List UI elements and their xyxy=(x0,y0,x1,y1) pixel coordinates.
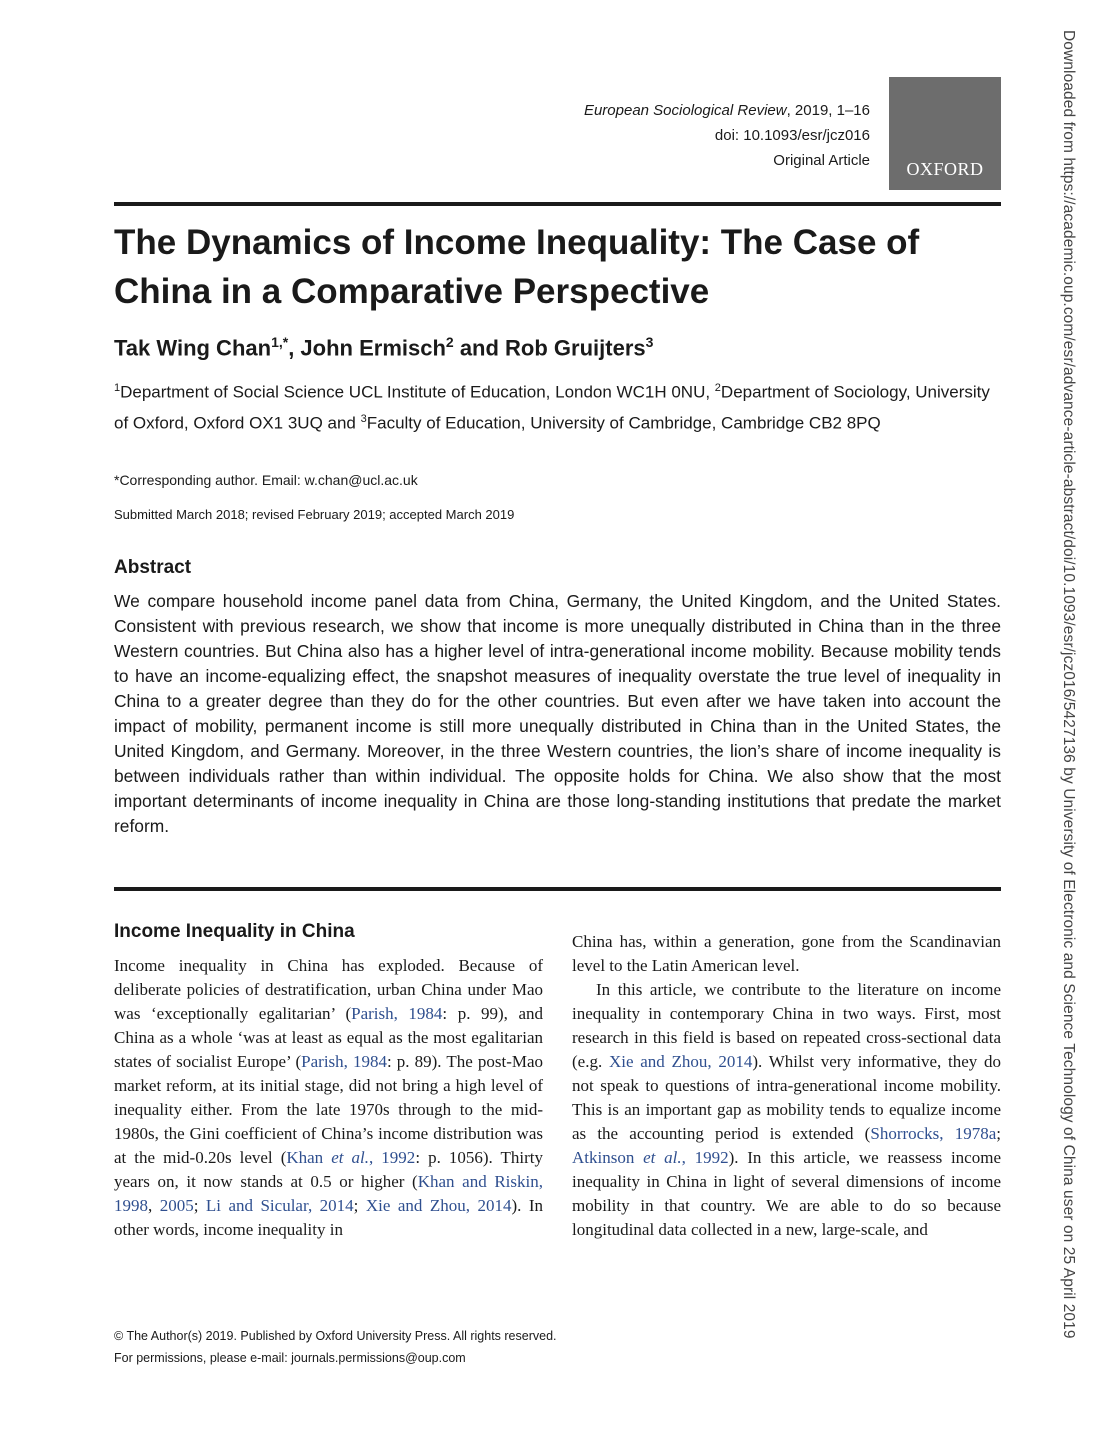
author-name: Rob Gruijters xyxy=(505,335,646,361)
corresponding-author: *Corresponding author. Email: w.chan@ucl.ac.uk xyxy=(114,472,418,488)
abstract-heading: Abstract xyxy=(114,557,192,578)
body-text: ). In this article, we reassess income inequality in China in light of several dimensions of income mobility in that country. We are able to do so because longitudinal data collected in a new, large-scale, and xyxy=(572,1148,1001,1239)
copyright-line: © The Author(s) 2019. Published by Oxford University Press. All rights reserved. xyxy=(114,1329,557,1343)
copyright-footer xyxy=(114,1325,557,1369)
author-name: Tak Wing Chan xyxy=(114,335,272,361)
citation-link[interactable]: Shorrocks, 1978a xyxy=(870,1124,997,1143)
body-text: ; xyxy=(996,1124,1002,1143)
article-type: Original Article xyxy=(773,152,870,169)
body-text: ; xyxy=(353,1196,366,1215)
body-text: , xyxy=(148,1196,160,1215)
citation-link[interactable] xyxy=(286,1148,415,1167)
abstract-text: We compare household income panel data from China, Germany, the United Kingdom, and the United States. Consistent with previous research, we show that income is more unequally distributed in China than in the three Western countries. But China also has a higher level of intra-generational income mobility. Because mobility tends to have an income-equalizing effect, the snapshot measures of inequality overstate the true level of inequality in China to a greater degree than they do for the other countries. But even after we have taken into account the impact of mobility, permanent income is still more unequally distributed in China than in the United States, the United Kingdom, and Germany. Moreover, in the three Western countries, the lion’s share of income inequality is between individuals rather than within individual. The opposite holds for China. We also show that the most important determinants of income inequality in China are those long-standing institutions that predate the market reform. xyxy=(114,591,1001,836)
citation-part: Khan xyxy=(286,1148,332,1167)
oxford-logo-text: OXFORD xyxy=(906,159,984,179)
journal-name: European Sociological Review xyxy=(583,102,787,119)
body-paragraph: China has, within a generation, gone from the Scandinavian level to the Latin American level. xyxy=(572,932,1001,975)
author-list xyxy=(114,326,653,364)
doi: doi: 10.1093/esr/jcz016 xyxy=(714,127,870,144)
citation-link[interactable]: Khan and Riskin, 1998 xyxy=(114,1172,543,1215)
body-text: : p. 99), and China as a whole ‘was at least as equal as the most egalitarian states of socialist Europe’ ( xyxy=(114,1004,543,1071)
affil-sup: 1 xyxy=(114,382,121,394)
citation-part: , 1992 xyxy=(681,1148,729,1167)
affil-text: Faculty of Education, University of Cambridge, Cambridge CB2 8PQ xyxy=(366,413,881,433)
body-column-left xyxy=(114,954,543,1242)
permissions-line: For permissions, please e-mail: journals.permissions@oup.com xyxy=(114,1351,466,1365)
citation-part: , 1992 xyxy=(369,1148,416,1167)
author-sup: 3 xyxy=(645,334,654,350)
body-text: : p. 89). The post-Mao market reform, at its initial stage, did not bring a high level of inequality either. From the late 1970s through to the mid-1980s, the Gini coefficient of China’s income distribution was at the mid-0.20s level ( xyxy=(114,1052,544,1167)
journal-citation xyxy=(584,98,870,123)
body-paragraph xyxy=(572,978,1001,1242)
body-text: ; xyxy=(193,1196,206,1215)
body-paragraph xyxy=(114,954,543,1242)
abstract-rule xyxy=(114,887,1001,891)
body-text: In this article, we contribute to the literature on income inequality in contemporary China in two ways. First, most research in this field is based on repeated cross-sectional data (e.g. xyxy=(572,980,1001,1071)
affil-sup: 2 xyxy=(714,382,721,394)
author-sep: , xyxy=(288,335,301,361)
affiliations xyxy=(114,375,1001,436)
header-rule xyxy=(114,202,1001,206)
citation-link[interactable]: Xie and Zhou, 2014 xyxy=(608,1052,753,1071)
author-sep: and xyxy=(453,335,506,361)
citation-link[interactable]: Li and Sicular, 2014 xyxy=(205,1196,354,1215)
submission-dates: Submitted March 2018; revised February 2019; accepted March 2019 xyxy=(114,507,515,522)
citation-link[interactable] xyxy=(572,1148,729,1167)
citation-link[interactable]: Xie and Zhou, 2014 xyxy=(365,1196,512,1215)
citation-link[interactable]: Parish, 1984 xyxy=(301,1052,387,1071)
body-text: ). In other words, income inequality in xyxy=(114,1196,544,1239)
author-name: John Ermisch xyxy=(300,335,446,361)
affil-text: Department of Sociology, University of Oxford, Oxford OX1 3UQ and xyxy=(114,382,990,433)
download-watermark: Downloaded from https://academic.oup.com/esr/advance-article-abstract/doi/10.1093/esr/jcz016/5427136 by University of Electronic and Science Technology of China user on 25 April 2019 xyxy=(1060,30,1077,1339)
affil-sup: 3 xyxy=(360,412,367,425)
section-heading: Income Inequality in China xyxy=(114,921,355,942)
journal-meta xyxy=(584,98,870,173)
body-text: : p. 1056). Thirty years on, it now stands at 0.5 or higher ( xyxy=(114,1148,543,1191)
citation-etal: et al. xyxy=(643,1148,682,1167)
affil-text: Department of Social Science UCL Institute of Education, London WC1H 0NU, xyxy=(120,382,715,402)
citation-link[interactable]: 2005 xyxy=(159,1196,194,1215)
citation-part: Atkinson xyxy=(572,1148,644,1167)
body-column-right xyxy=(572,930,1001,1242)
journal-volume: , 2019, 1–16 xyxy=(786,102,870,119)
citation-etal: et al. xyxy=(331,1148,370,1167)
oxford-logo xyxy=(889,77,1001,190)
citation-link[interactable]: Parish, 1984 xyxy=(351,1004,443,1023)
article-title: The Dynamics of Income Inequality: The Case of China in a Comparative Perspective xyxy=(114,223,920,311)
author-sup: 1,* xyxy=(271,334,289,350)
author-sup: 2 xyxy=(445,334,454,350)
body-text: Income inequality in China has exploded. Because of deliberate policies of destratification, urban China under Mao was ‘exceptionally egalitarian’ ( xyxy=(114,956,543,1023)
body-text: ). Whilst very informative, they do not speak to questions of intra-generational income mobility. This is an important gap as mobility tends to equalize income as the accounting period is extended ( xyxy=(572,1052,1001,1143)
